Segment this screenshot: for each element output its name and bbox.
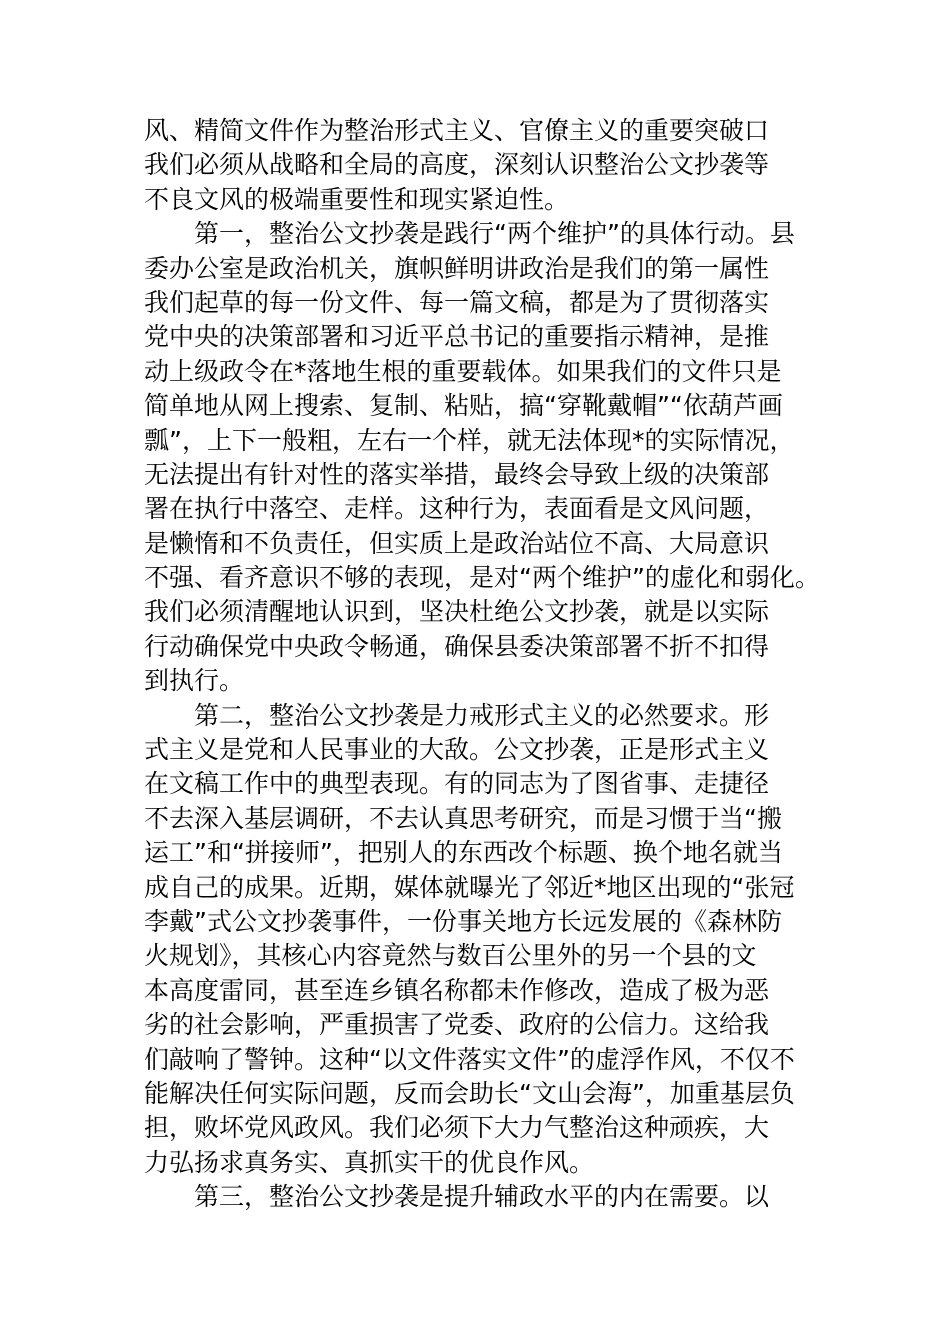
document-body: [144, 114, 824, 1215]
text-line: 能解决任何实际问题，反而会助长“文山会海”，加重基层负: [144, 1078, 795, 1108]
paragraph-first-line: 第一，整治公文抄袭是践行“两个维护”的具体行动。县: [194, 219, 795, 249]
text-line: 我们必须从战略和全局的高度，深刻认识整治公文抄袭等: [144, 150, 770, 180]
text-line: 不强、看齐意识不够的表现，是对“两个维护”的虚化和弱化。: [144, 563, 820, 593]
text-line: 式主义是党和人民事业的大敌。公文抄袭，正是形式主义: [144, 735, 770, 765]
text-line: 署在执行中落空、走样。这种行为，表面看是文风问题，: [144, 494, 770, 524]
text-line: 瓢”，上下一般粗，左右一个样，就无法体现*的实际情况，: [144, 425, 795, 455]
text-line: 力弘扬求真务实、真抓实干的优良作风。: [144, 1147, 595, 1177]
text-line: 劣的社会影响，严重损害了党委、政府的公信力。这给我: [144, 1010, 770, 1040]
text-line: 成自己的成果。近期，媒体就曝光了邻近*地区出现的“张冠: [144, 872, 795, 902]
text-line: 们敲响了警钟。这种“以文件落实文件”的虚浮作风，不仅不: [144, 1044, 795, 1074]
text-line: 运工”和“拼接师”，把别人的东西改个标题、换个地名就当: [144, 838, 783, 868]
text-line: 是懒惰和不负责任，但实质上是政治站位不高、大局意识: [144, 528, 770, 558]
text-line: 到执行。: [144, 666, 245, 696]
paragraph-first-line: 第三，整治公文抄袭是提升辅政水平的内在需要。以: [194, 1182, 770, 1212]
paragraph-first-line: 第二，整治公文抄袭是力戒形式主义的必然要求。形: [194, 700, 770, 730]
text-line: 行动确保党中央政令畅通，确保县委决策部署不折不扣得: [144, 631, 770, 661]
text-line: 风、精简文件作为整治形式主义、官僚主义的重要突破口: [144, 116, 770, 145]
text-line: 在文稿工作中的典型表现。有的同志为了图省事、走捷径: [144, 769, 770, 799]
text-line: 简单地从网上搜索、复制、粘贴，搞“穿靴戴帽”“依葫芦画: [144, 391, 783, 421]
text-line: 不良文风的极端重要性和现实紧迫性。: [144, 184, 570, 214]
text-line: 担，败坏党风政风。我们必须下大力气整治这种顽疾，大: [144, 1113, 770, 1143]
text-line: 无法提出有针对性的落实举措，最终会导致上级的决策部: [144, 459, 770, 489]
text-line: 我们起草的每一份文件、每一篇文稿，都是为了贯彻落实: [144, 287, 770, 317]
text-line: 李戴”式公文抄袭事件，一份事关地方长远发展的《森林防: [144, 906, 782, 936]
text-line: 动上级政令在*落地生根的重要载体。如果我们的文件只是: [144, 356, 782, 386]
text-line: 火规划》，其核心内容竟然与数百公里外的另一个县的文: [144, 941, 757, 971]
text-line: 本高度雷同，甚至连乡镇名称都未作修改，造成了极为恶: [144, 975, 770, 1005]
text-line: 不去深入基层调研，不去认真思考研究，而是习惯于当“搬: [144, 803, 782, 833]
text-line: 党中央的决策部署和习近平总书记的重要指示精神，是推: [144, 322, 770, 352]
text-line: 我们必须清醒地认识到，坚决杜绝公文抄袭，就是以实际: [144, 597, 770, 627]
text-line: 委办公室是政治机关，旗帜鲜明讲政治是我们的第一属性: [144, 253, 770, 283]
